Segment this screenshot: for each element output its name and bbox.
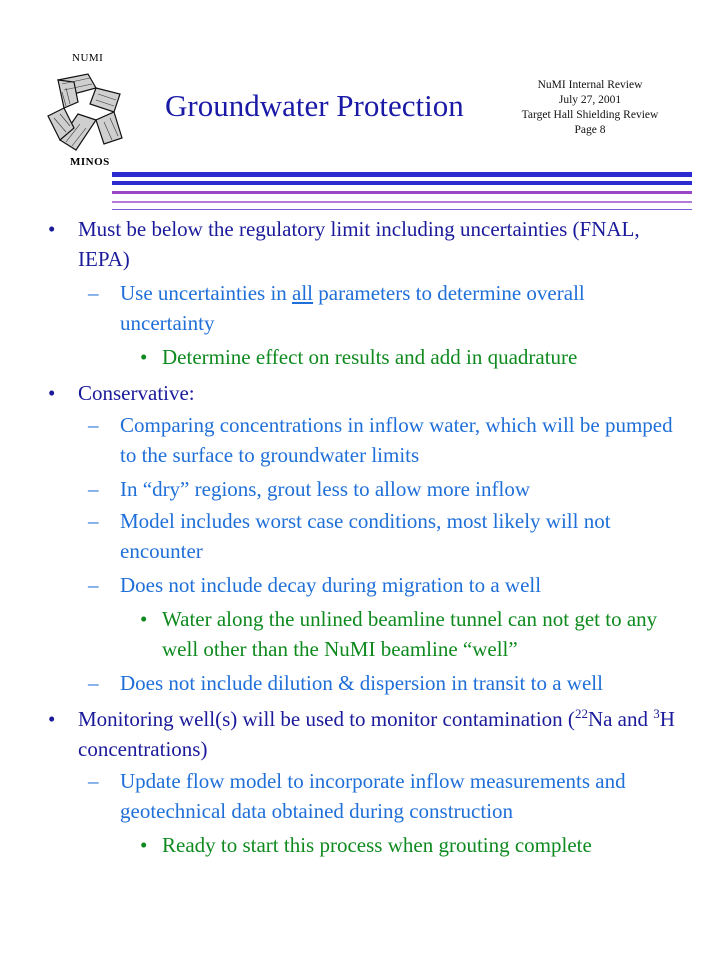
bullet-marker: •	[48, 707, 56, 731]
bullet-marker: •	[48, 217, 56, 241]
subsubbullet-text: Ready to start this process when grouting complete	[162, 833, 592, 857]
dash-marker: –	[88, 769, 99, 793]
subbullet-flow-model	[88, 766, 680, 826]
subbullet-text-underlined: all	[292, 281, 314, 305]
bullet-regulatory-limit	[48, 214, 678, 274]
bullet-text: Conservative:	[78, 381, 195, 405]
subbullet-text: Comparing concentrations in inflow water, which will be pumped to the surface to groundwater limits	[120, 413, 673, 467]
bullet-marker: •	[140, 345, 148, 369]
bullet-monitoring-wells	[48, 704, 678, 764]
subbullet-text-post: parameters to determine overall uncertainty	[120, 281, 585, 335]
header-rule	[112, 172, 692, 177]
page-number: Page 8	[574, 124, 606, 136]
subbullet-inflow-water	[88, 410, 680, 470]
header-rule	[112, 181, 692, 185]
bullet-marker: •	[140, 833, 148, 857]
bullet-marker: •	[140, 607, 148, 631]
subbullet-text: Model includes worst case conditions, most likely will not encounter	[120, 509, 611, 563]
header-rule	[112, 209, 692, 210]
review-info	[490, 78, 690, 138]
bullet-text-c: H concentrations)	[78, 707, 675, 761]
header-rule	[112, 201, 692, 203]
bullet-text: Must be below the regulatory limit including uncertainties (FNAL, IEPA)	[78, 217, 640, 271]
bullet-conservative	[48, 378, 678, 408]
subbullet-dilution	[88, 668, 690, 698]
dash-marker: –	[88, 671, 99, 695]
dash-marker: –	[88, 477, 99, 501]
subsubbullet-quadrature	[140, 342, 682, 372]
subbullet-text: In “dry” regions, grout less to allow more inflow	[120, 477, 530, 501]
bullet-marker: •	[48, 381, 56, 405]
subbullet-text: Does not include decay during migration to a well	[120, 573, 542, 597]
subsubbullet-unlined-tunnel	[140, 604, 682, 664]
subbullet-text-pre: Use uncertainties in	[120, 281, 293, 305]
subsubbullet-grouting	[140, 830, 692, 860]
superscript-3: 3	[653, 706, 660, 721]
dash-marker: –	[88, 281, 99, 305]
subsubbullet-text: Determine effect on results and add in quadrature	[162, 345, 578, 369]
numi-minos-logo	[40, 52, 132, 168]
dash-marker: –	[88, 413, 99, 437]
superscript-22: 22	[574, 706, 588, 721]
subbullet-worst-case	[88, 506, 685, 566]
subbullet-text: Update flow model to incorporate inflow measurements and geotechnical data obtained during construction	[120, 769, 626, 823]
review-name: NuMI Internal Review	[537, 79, 643, 91]
logo-top-text: NUMI	[72, 52, 104, 64]
slide-title: Groundwater Protection	[165, 88, 464, 123]
dash-marker: –	[88, 573, 99, 597]
header-rule	[112, 191, 692, 194]
subbullet-text: Does not include dilution & dispersion in transit to a well	[120, 671, 603, 695]
logo-graphic	[40, 68, 132, 158]
subbullet-decay	[88, 570, 680, 600]
subsubbullet-text: Water along the unlined beamline tunnel can not get to any well other than the NuMI beamline “well”	[162, 607, 658, 661]
subbullet-uncertainties	[88, 278, 680, 338]
logo-bottom-text: MINOS	[70, 156, 110, 168]
review-subject: Target Hall Shielding Review	[521, 109, 659, 121]
review-date: July 27, 2001	[558, 94, 622, 106]
dash-marker: –	[88, 509, 99, 533]
bullet-text-b: Na and	[587, 707, 654, 731]
bullet-text-a: Monitoring well(s) will be used to monitor contamination (	[78, 707, 575, 731]
subbullet-dry-regions	[88, 474, 680, 504]
